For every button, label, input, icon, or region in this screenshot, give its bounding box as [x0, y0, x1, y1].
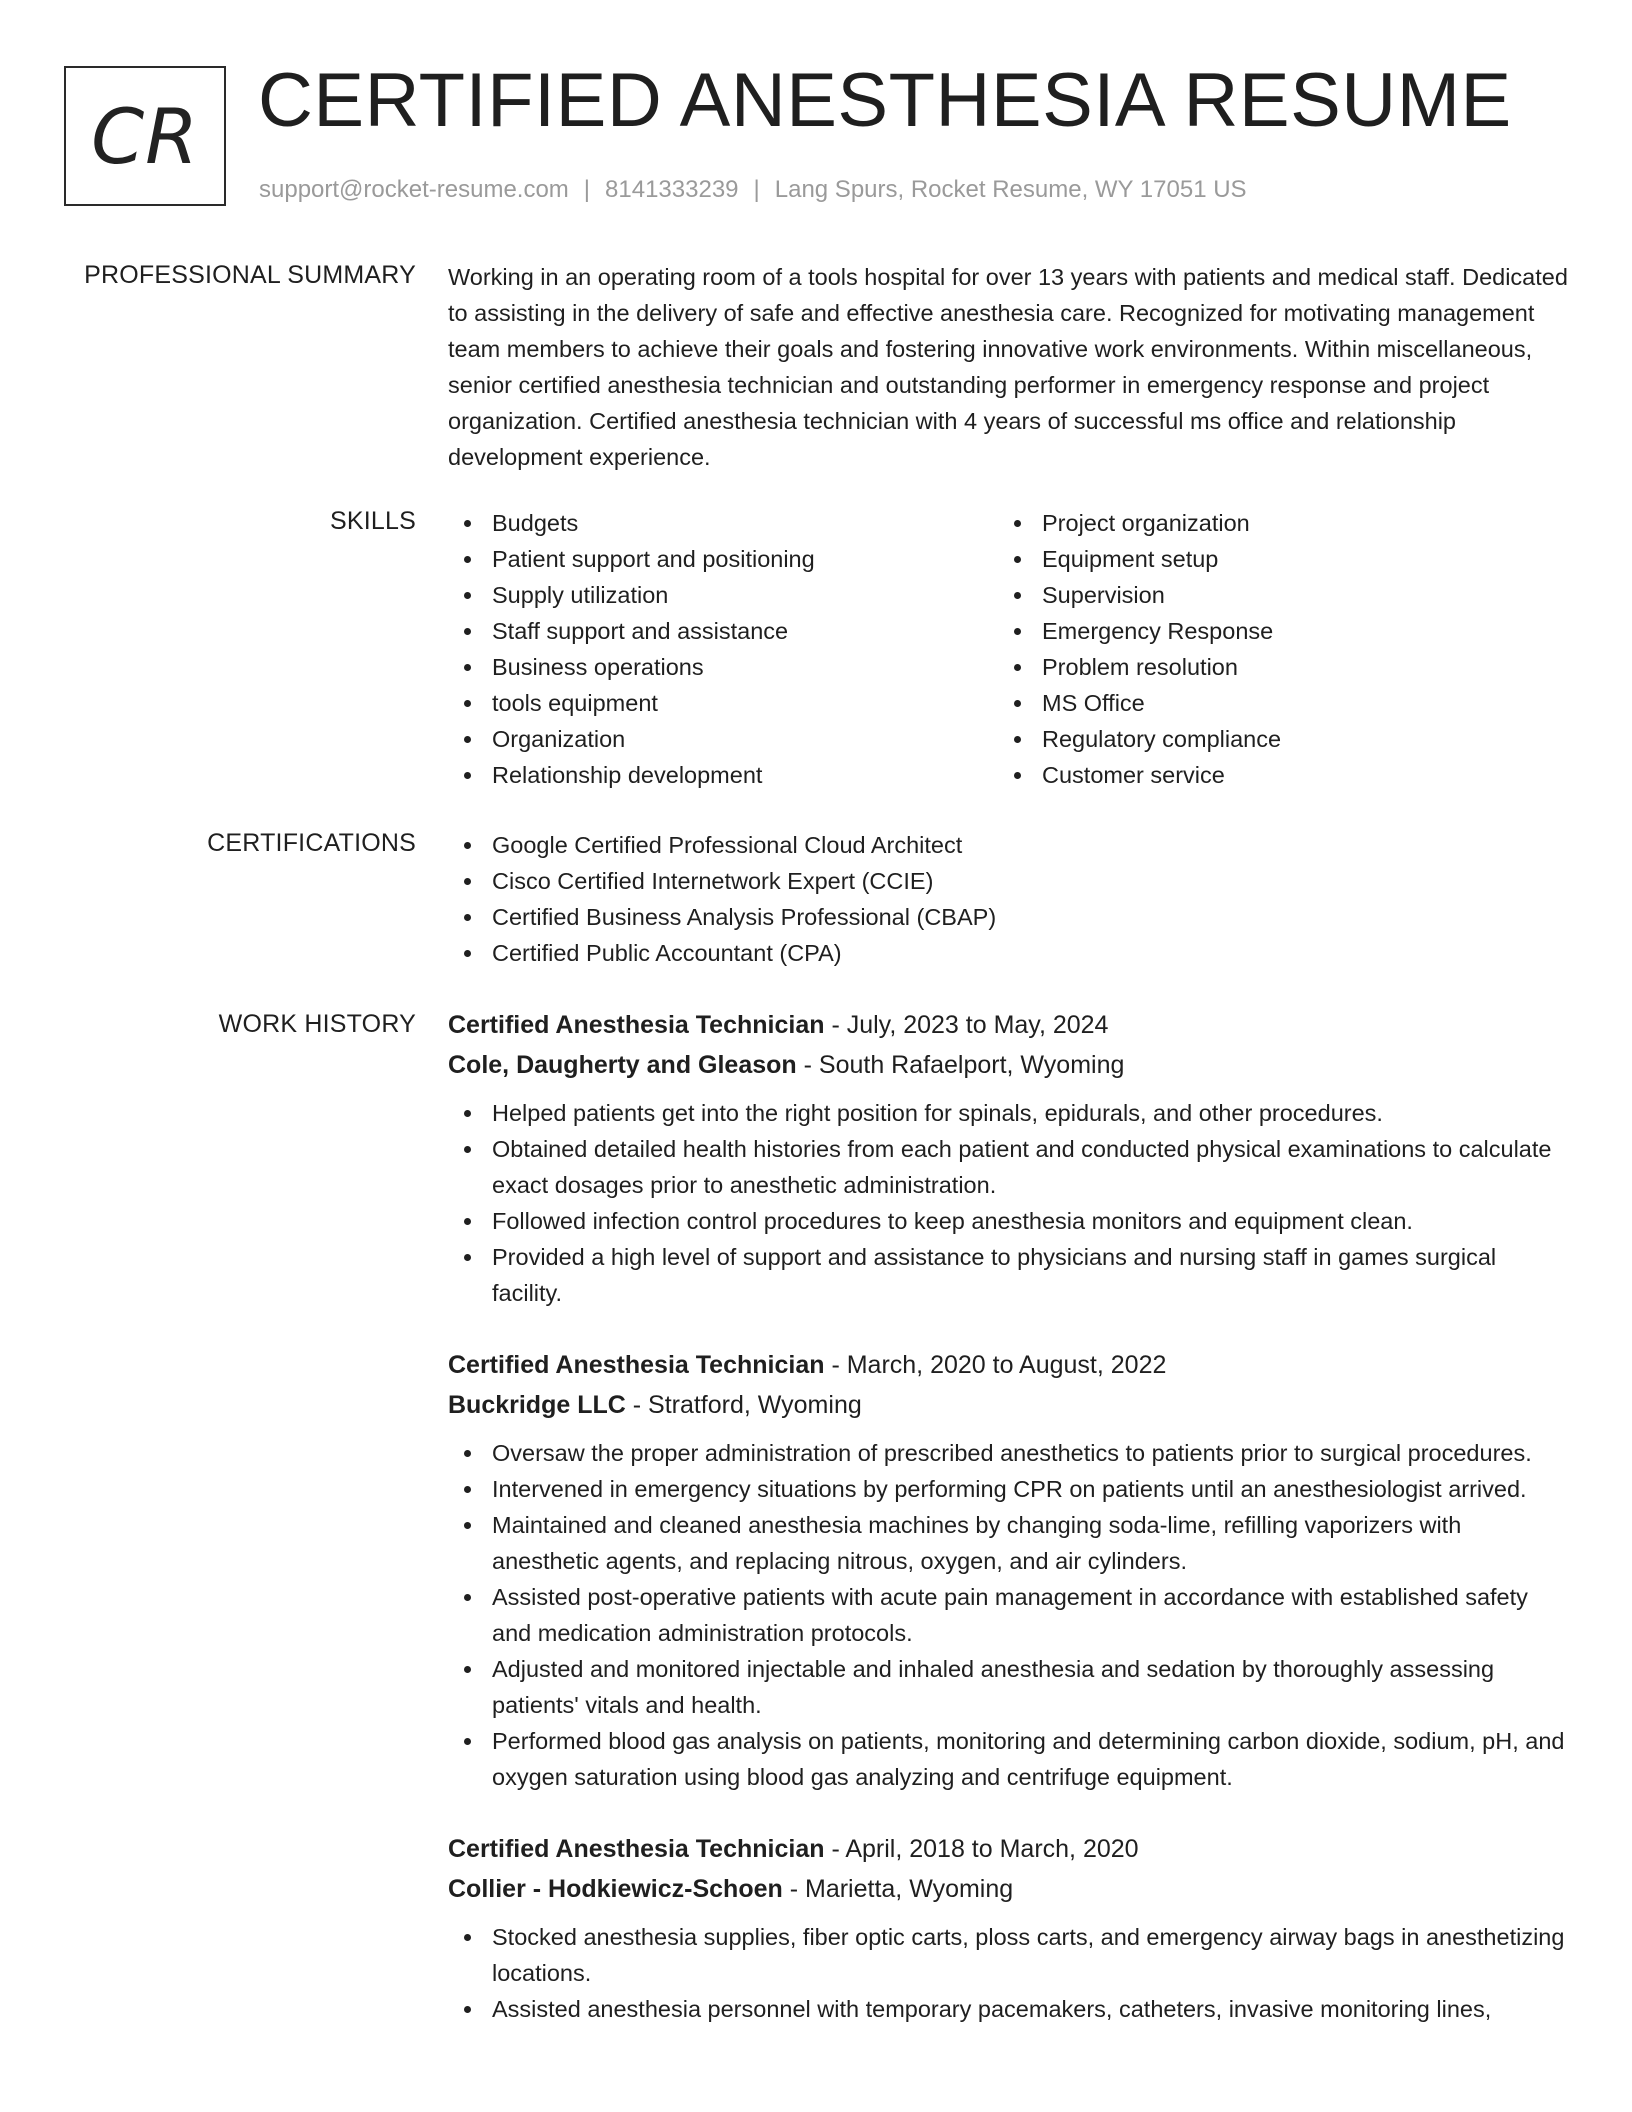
contact-separator: | [583, 176, 591, 203]
job-title: Certified Anesthesia Technician [448, 1351, 825, 1379]
contact-line [259, 174, 1247, 206]
skill-item: Staff support and assistance [448, 613, 998, 649]
job-title: Certified Anesthesia Technician [448, 1011, 825, 1039]
job-entry [448, 1005, 1568, 1311]
skill-item: Equipment setup [998, 541, 1548, 577]
job-duty: Assisted post-operative patients with acute pain management in accordance with established safety and medication administration protocols. [448, 1579, 1568, 1651]
skill-item: tools equipment [448, 685, 998, 721]
skill-item: Relationship development [448, 757, 998, 793]
job-company: Collier - Hodkiewicz-Schoen [448, 1875, 783, 1903]
job-duties [448, 1919, 1568, 2027]
job-location: - Stratford, Wyoming [625, 1391, 862, 1419]
job-company: Buckridge LLC [448, 1391, 626, 1419]
job-duty: Obtained detailed health histories from each patient and conducted physical examinations to calculate exact dosages prior to anesthetic administration. [448, 1131, 1568, 1203]
monogram-initials: CR [91, 91, 199, 181]
skill-item: Project organization [998, 505, 1548, 541]
job-title-line [448, 1829, 1568, 1869]
certification-item: Certified Public Accountant (CPA) [448, 935, 1568, 971]
job-duties [448, 1095, 1568, 1311]
job-location: - South Rafaelport, Wyoming [796, 1051, 1125, 1079]
job-duty: Oversaw the proper administration of prescribed anesthetics to patients prior to surgical procedures. [448, 1435, 1568, 1471]
certifications-list [448, 827, 1568, 971]
job-duty: Helped patients get into the right position for spinals, epidurals, and other procedures. [448, 1095, 1568, 1131]
job-duty: Maintained and cleaned anesthesia machines by changing soda-lime, refilling vaporizers with anesthetic agents, and replacing nitrous, oxygen, and air cylinders. [448, 1507, 1568, 1579]
contact-phone: 8141333239 [605, 176, 739, 203]
skill-item: Regulatory compliance [998, 721, 1548, 757]
contact-separator: | [753, 176, 760, 203]
job-duties [448, 1435, 1568, 1795]
skill-item: Business operations [448, 649, 998, 685]
job-dates: - March, 2020 to August, 2022 [824, 1351, 1167, 1379]
certification-item: Cisco Certified Internetwork Expert (CCIE) [448, 863, 1568, 899]
job-duty: Performed blood gas analysis on patients, monitoring and determining carbon dioxide, sodium, pH, and oxygen saturation using blood gas analyzing and centrifuge equipment. [448, 1723, 1568, 1795]
skill-item: Problem resolution [998, 649, 1548, 685]
job-duty: Assisted anesthesia personnel with temporary pacemakers, catheters, invasive monitoring lines, [448, 1991, 1568, 2027]
job-company: Cole, Daugherty and Gleason [448, 1051, 797, 1079]
skills-list-left [448, 505, 998, 793]
skill-item: MS Office [998, 685, 1548, 721]
job-dates: - April, 2018 to March, 2020 [824, 1835, 1139, 1863]
job-dates: - July, 2023 to May, 2024 [824, 1011, 1109, 1039]
job-title: Certified Anesthesia Technician [448, 1835, 825, 1863]
monogram-box [64, 66, 226, 206]
summary-heading: PROFESSIONAL SUMMARY [84, 261, 416, 289]
skill-item: Supervision [998, 577, 1548, 613]
skill-item: Patient support and positioning [448, 541, 998, 577]
resume-title: CERTIFIED ANESTHESIA RESUME [258, 58, 1512, 143]
job-title-line [448, 1345, 1568, 1385]
job-title-line [448, 1005, 1568, 1045]
skill-item: Emergency Response [998, 613, 1548, 649]
contact-email: support@rocket-resume.com [259, 176, 569, 203]
job-duty: Provided a high level of support and assistance to physicians and nursing staff in games surgical facility. [448, 1239, 1568, 1311]
skill-item: Budgets [448, 505, 998, 541]
skill-item: Customer service [998, 757, 1548, 793]
job-duty: Stocked anesthesia supplies, fiber optic carts, ploss carts, and emergency airway bags in anesthetizing locations. [448, 1919, 1568, 1991]
job-entry [448, 1345, 1568, 1795]
certification-item: Certified Business Analysis Professional (CBAP) [448, 899, 1568, 935]
job-entry [448, 1829, 1568, 2027]
contact-address: Lang Spurs, Rocket Resume, WY 17051 US [774, 176, 1247, 203]
job-duty: Adjusted and monitored injectable and inhaled anesthesia and sedation by thoroughly assessing patients' vitals and health. [448, 1651, 1568, 1723]
certification-item: Google Certified Professional Cloud Architect [448, 827, 1568, 863]
skills-list-right [998, 505, 1548, 793]
skill-item: Supply utilization [448, 577, 998, 613]
certifications-heading: CERTIFICATIONS [207, 829, 416, 857]
job-company-line [448, 1869, 1568, 1909]
skill-item: Organization [448, 721, 998, 757]
job-location: - Marietta, Wyoming [782, 1875, 1014, 1903]
job-duty: Followed infection control procedures to keep anesthesia monitors and equipment clean. [448, 1203, 1568, 1239]
job-company-line [448, 1385, 1568, 1425]
job-company-line [448, 1045, 1568, 1085]
work-history-heading: WORK HISTORY [218, 1010, 416, 1038]
job-duty: Intervened in emergency situations by performing CPR on patients until an anesthesiologist arrived. [448, 1471, 1568, 1507]
summary-text: Working in an operating room of a tools hospital for over 13 years with patients and medical staff. Dedicated to assisting in the delivery of safe and effective anesthesia care. Recognized for motivating management team members to achieve their goals and fostering innovative work environments. Within miscellaneous, senior certified anesthesia technician and outstanding performer in emergency response and project organization. Certified anesthesia technician with 4 years of successful ms office and relationship development experience. [448, 264, 1568, 470]
skills-heading: SKILLS [330, 507, 416, 535]
